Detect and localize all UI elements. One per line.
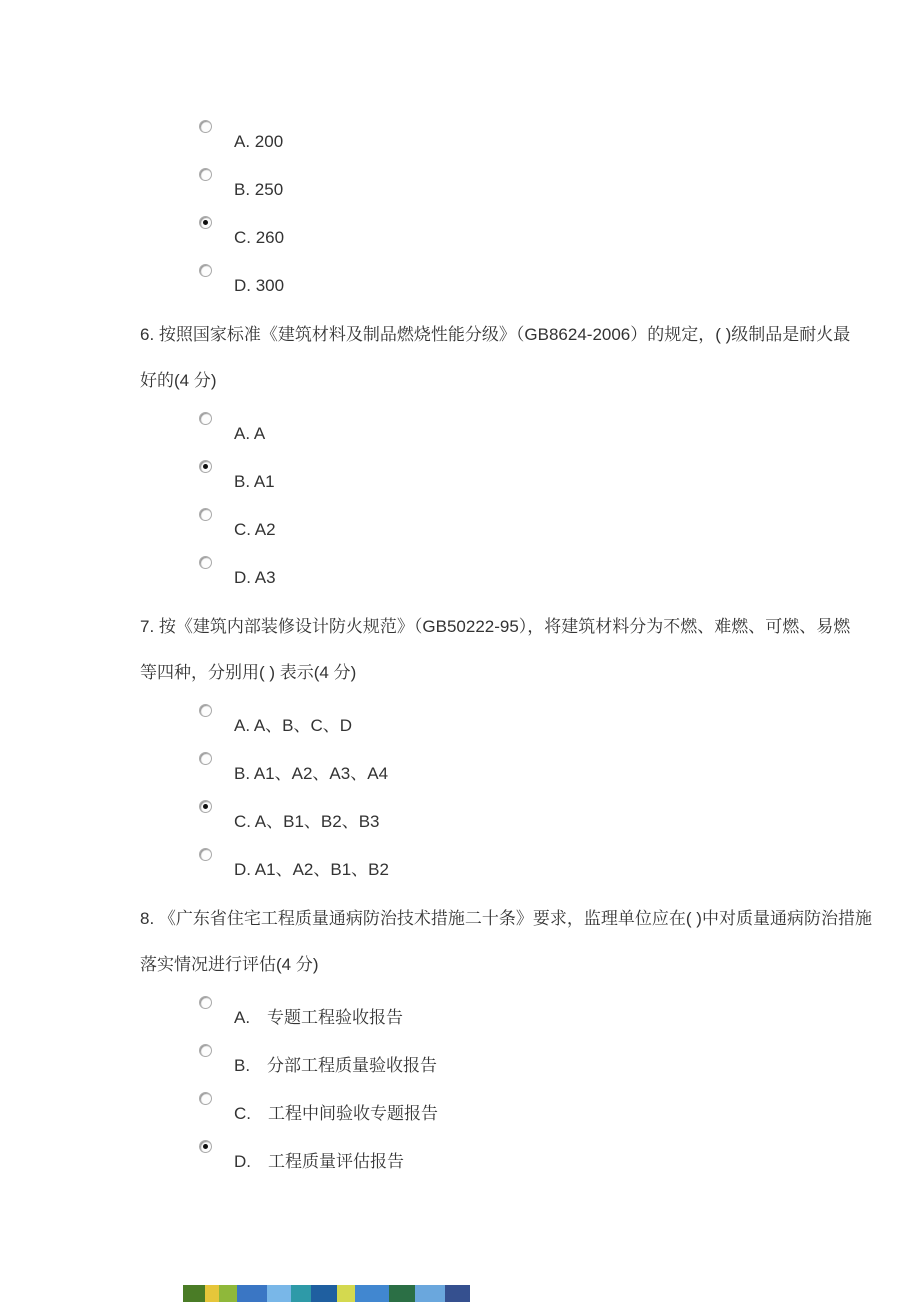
radio-button[interactable] — [199, 996, 212, 1009]
banner-segment — [389, 1285, 415, 1302]
banner-segment — [267, 1285, 291, 1302]
radio-button[interactable] — [199, 412, 212, 425]
question-5-options — [140, 118, 800, 310]
radio-button[interactable] — [199, 752, 212, 765]
question-text-line: 等四种，分别用( ) 表示(4 分) — [140, 663, 357, 682]
question-7-text — [140, 604, 851, 696]
option-row — [140, 410, 800, 458]
banner-segment — [355, 1285, 389, 1302]
radio-button[interactable] — [199, 556, 212, 569]
radio-button[interactable] — [199, 704, 212, 717]
question-6-options — [140, 410, 800, 602]
option-row — [140, 166, 800, 214]
option-row — [140, 262, 800, 310]
banner-segment — [291, 1285, 311, 1302]
option-row — [140, 554, 800, 602]
option-row — [140, 1138, 800, 1186]
radio-button[interactable] — [199, 1140, 212, 1153]
question-text-line: 好的(4 分) — [140, 371, 217, 390]
option-label: B. A1、A2、A3、A4 — [234, 764, 389, 783]
option-label: A. 专题工程验收报告 — [234, 1008, 404, 1027]
radio-button[interactable] — [199, 264, 212, 277]
question-text-line: 7. 按《建筑内部装修设计防火规范》（GB50222-95），将建筑材料分为不燃、难燃、可燃、易燃 — [140, 617, 851, 636]
option-label: A. A — [234, 424, 266, 443]
radio-button[interactable] — [199, 508, 212, 521]
option-label: C. 260 — [234, 228, 285, 247]
banner-segment — [415, 1285, 445, 1302]
option-label: B. A1 — [234, 472, 275, 491]
question-6-text — [140, 312, 851, 404]
option-label: C. A2 — [234, 520, 276, 539]
question-8-text — [140, 896, 872, 988]
question-7-options — [140, 702, 800, 894]
option-row — [140, 750, 800, 798]
question-8-options — [140, 994, 800, 1186]
option-label: C. A、B1、B2、B3 — [234, 812, 380, 831]
option-label: D. A3 — [234, 568, 276, 587]
radio-button[interactable] — [199, 168, 212, 181]
banner-segment — [311, 1285, 337, 1302]
radio-button[interactable] — [199, 120, 212, 133]
radio-button[interactable] — [199, 848, 212, 861]
radio-button[interactable] — [199, 460, 212, 473]
option-label: A. 200 — [234, 132, 284, 151]
question-text-line: 落实情况进行评估(4 分) — [140, 955, 319, 974]
option-label: D. 300 — [234, 276, 285, 295]
option-row — [140, 506, 800, 554]
option-label: C. 工程中间验收专题报告 — [234, 1104, 438, 1123]
banner-segment — [205, 1285, 219, 1302]
banner-segment — [445, 1285, 470, 1302]
option-row — [140, 1042, 800, 1090]
option-label: B. 分部工程质量验收报告 — [234, 1056, 438, 1075]
question-6 — [140, 312, 851, 602]
banner-segment — [337, 1285, 355, 1302]
banner-segment — [219, 1285, 237, 1302]
option-row — [140, 458, 800, 506]
option-label: D. 工程质量评估报告 — [234, 1152, 404, 1171]
option-row — [140, 118, 800, 166]
question-8 — [140, 896, 872, 1186]
option-label: D. A1、A2、B1、B2 — [234, 860, 389, 879]
radio-button[interactable] — [199, 216, 212, 229]
bottom-banner-image — [183, 1285, 470, 1302]
option-label: B. 250 — [234, 180, 284, 199]
banner-segment — [237, 1285, 267, 1302]
option-row — [140, 994, 800, 1042]
option-row — [140, 702, 800, 750]
radio-button[interactable] — [199, 1044, 212, 1057]
question-text-line: 6. 按照国家标准《建筑材料及制品燃烧性能分级》（GB8624-2006）的规定，( )级制品是耐火最 — [140, 325, 851, 344]
radio-button[interactable] — [199, 1092, 212, 1105]
radio-button[interactable] — [199, 800, 212, 813]
question-text-line: 8. 《广东省住宅工程质量通病防治技术措施二十条》要求，监理单位应在( )中对质量通病防治措施 — [140, 909, 872, 928]
question-5 — [140, 118, 800, 310]
banner-segment — [183, 1285, 205, 1302]
option-label: A. A、B、C、D — [234, 716, 353, 735]
option-row — [140, 846, 800, 894]
option-row — [140, 798, 800, 846]
question-7 — [140, 604, 851, 894]
option-row — [140, 214, 800, 262]
option-row — [140, 1090, 800, 1138]
